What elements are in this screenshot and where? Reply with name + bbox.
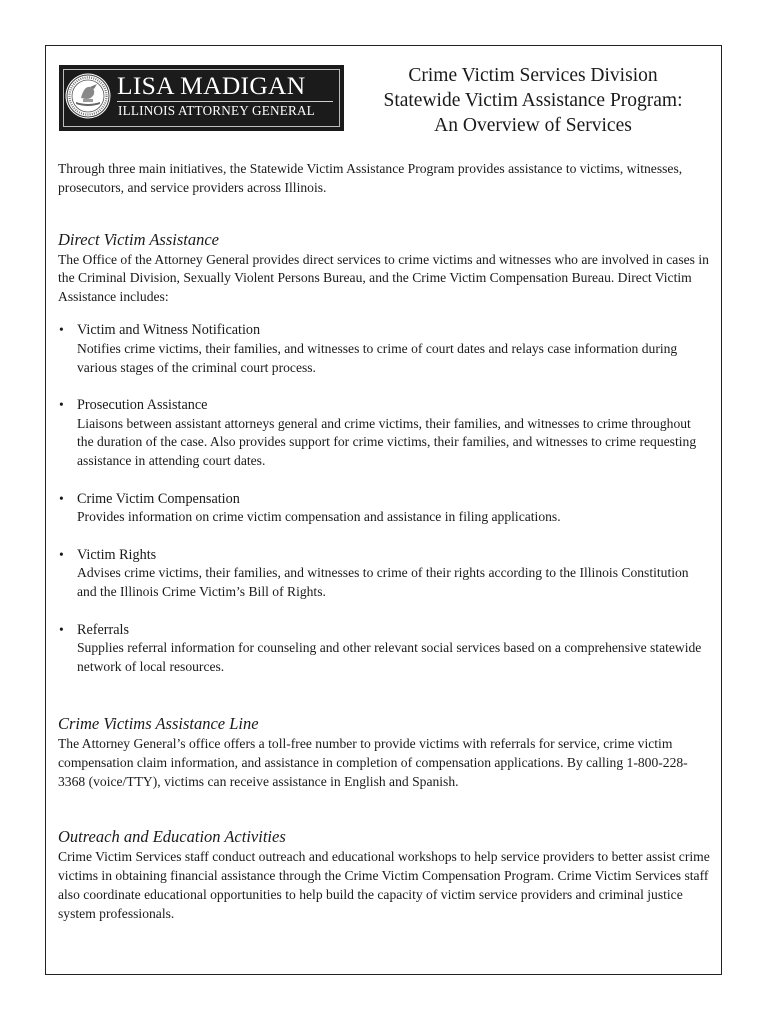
item-text: Liaisons between assistant attorneys general and crime victims, their families, and witnesses to crime throughout the duration of the case. Also provides support for crime victims, their families, and witnesses to crime requesting assistance in attending court dates. <box>77 415 697 469</box>
document-title <box>349 63 717 138</box>
logo-divider <box>117 101 333 102</box>
item-title: Prosecution Assistance <box>77 396 208 413</box>
section-body-outreach: Crime Victim Services staff conduct outreach and educational workshops to help service providers to better assist crime victims in obtaining financial assistance through the Crime Victim Compensation Program. Crime Victim Services staff also coordinate educational opportunities to help build the capacity of victim service providers and criminal justice system professionals. <box>58 849 710 921</box>
page-frame <box>45 45 722 975</box>
section-heading-assistance-line: Crime Victims Assistance Line <box>58 713 259 733</box>
item-title: Crime Victim Compensation <box>77 490 240 507</box>
bullet-icon: • <box>59 546 64 562</box>
section-body-assistance-line: The Attorney General’s office offers a toll-free number to provide victims with referrals for service, crime victim compensation claim information, and assistance in completion of compensation applications. By calling 1-800-228-3368 (voice/TTY), victims can receive assistance in English and Spanish. <box>58 735 688 789</box>
list-item <box>58 621 710 677</box>
logo-name: LISA MADIGAN <box>117 71 306 100</box>
item-text: Provides information on crime victim compensation and assistance in filing applications. <box>77 509 561 525</box>
item-title: Victim Rights <box>77 546 157 563</box>
item-text: Notifies crime victims, their families, and witnesses to crime of court dates and relays case information during various stages of the criminal court process. <box>77 340 678 375</box>
direct-assistance-list <box>58 321 710 677</box>
item-title: Victim and Witness Notification <box>77 321 261 338</box>
bullet-icon: • <box>59 396 64 412</box>
bullet-icon: • <box>59 621 64 637</box>
list-item <box>58 546 710 602</box>
item-title: Referrals <box>77 621 129 638</box>
bullet-icon: • <box>59 321 64 337</box>
title-line: An Overview of Services <box>434 115 632 136</box>
title-line: Crime Victim Services Division <box>408 65 658 86</box>
list-item <box>58 396 710 471</box>
item-text: Supplies referral information for counseling and other relevant social services based on a comprehensive statewide network of local resources. <box>77 640 702 675</box>
document-body <box>58 160 710 924</box>
bullet-icon: • <box>59 490 64 506</box>
logo-subtitle: ILLINOIS ATTORNEY GENERAL <box>118 103 315 118</box>
section-heading-outreach: Outreach and Education Activities <box>58 827 286 847</box>
attorney-general-logo <box>59 65 344 131</box>
title-line: Statewide Victim Assistance Program: <box>383 90 683 111</box>
section-body-direct-victim-assistance: The Office of the Attorney General provides direct services to crime victims and witnesses who are involved in cases in the Criminal Division, Sexually Violent Persons Bureau, and the Crime Victim Compensation Bureau. Direct Victim Assistance includes: <box>58 251 709 305</box>
section-heading-direct-victim-assistance: Direct Victim Assistance <box>58 229 219 249</box>
list-item <box>58 490 710 528</box>
list-item <box>58 321 710 377</box>
state-seal-icon <box>64 72 112 120</box>
intro-paragraph: Through three main initiatives, the Statewide Victim Assistance Program provides assistance to victims, witnesses, prosecutors, and service providers across Illinois. <box>58 161 683 195</box>
item-text: Advises crime victims, their families, and witnesses to crime of their rights according to the Illinois Constitution and the Illinois Crime Victim’s Bill of Rights. <box>77 565 689 600</box>
